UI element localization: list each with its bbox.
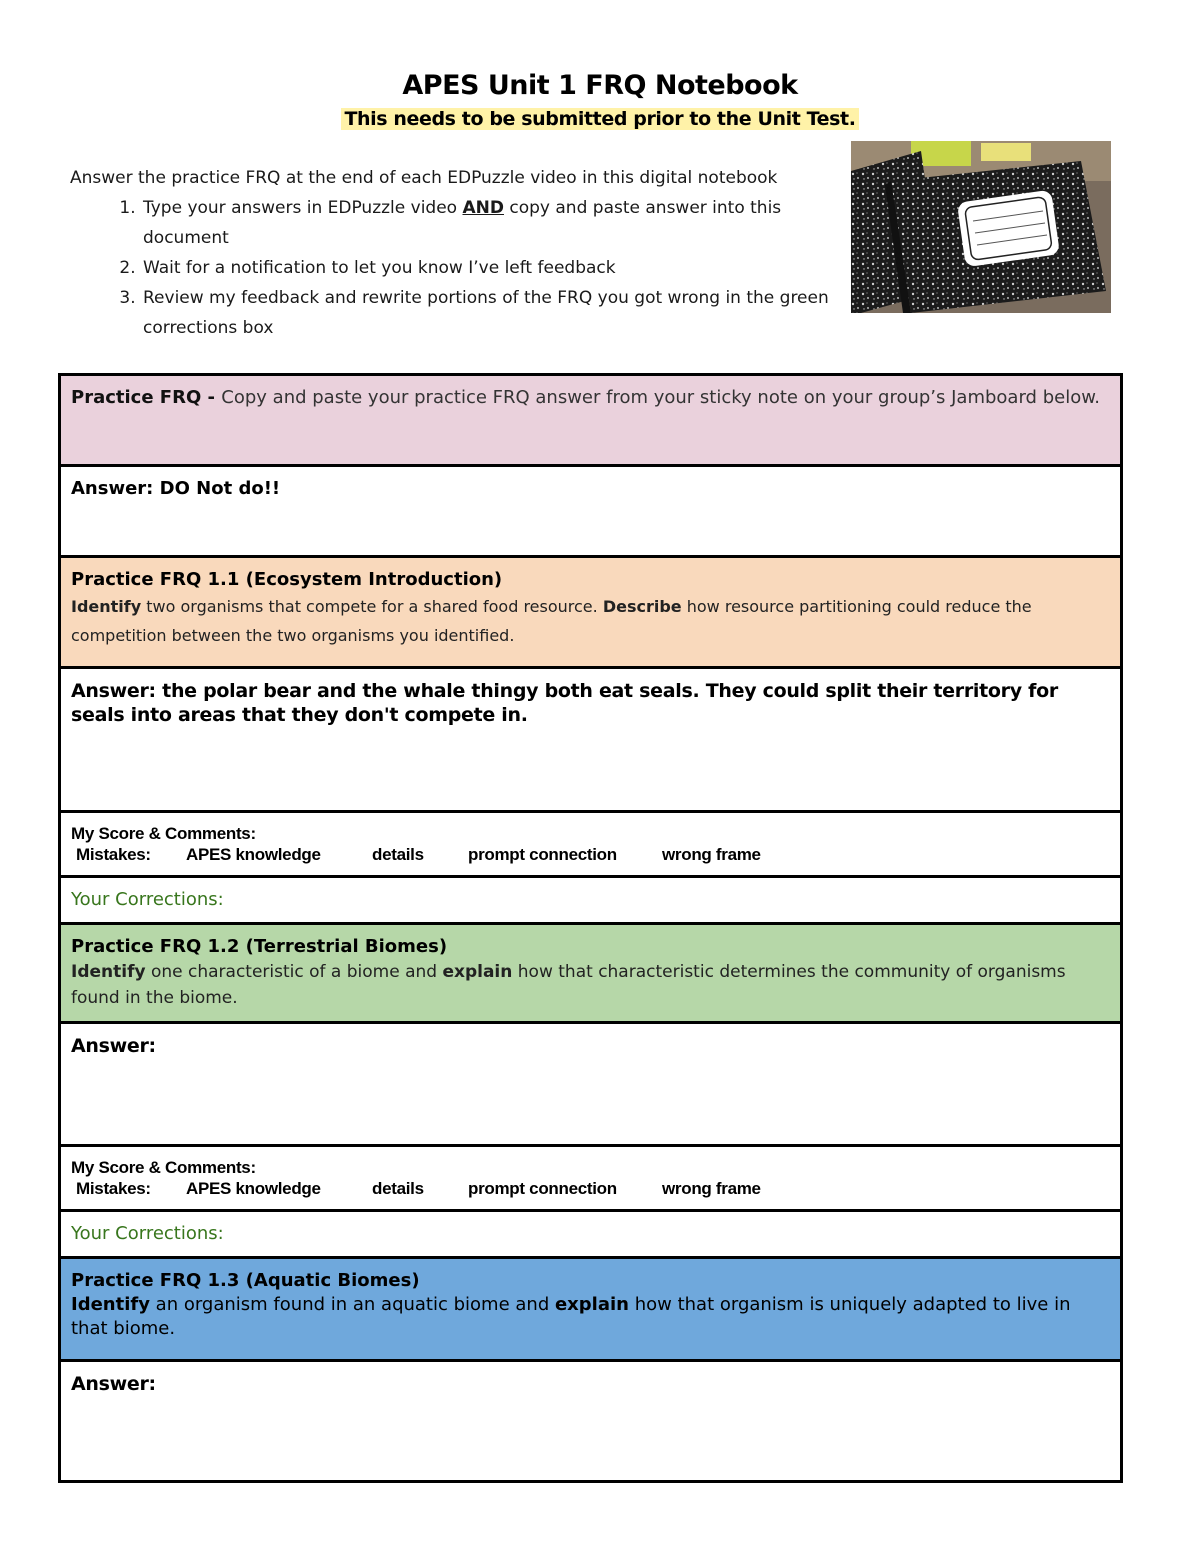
frq-1-1-prompt-cell — [60, 557, 1122, 668]
frq-1-3-answer-cell[interactable] — [60, 1361, 1122, 1482]
mistakes-row — [71, 1178, 1110, 1199]
practice-answer-cell[interactable] — [60, 466, 1122, 557]
notebook-image — [851, 141, 1111, 313]
frq-1-1-identify: Identify — [71, 597, 142, 616]
frq-1-2-identify: Identify — [71, 962, 146, 982]
frq-1-2-part2: how that characteristic determines the community of organisms found in the biome. — [71, 962, 1066, 1008]
mistake-prompt-connection[interactable]: prompt connection — [468, 845, 617, 864]
frq-1-1-corrections-cell[interactable] — [60, 877, 1122, 924]
frq-1-3-answer: Answer: — [71, 1373, 156, 1395]
mistake-apes-knowledge[interactable]: APES knowledge — [186, 1179, 321, 1198]
frq-1-2-part1: one characteristic of a biome and — [145, 962, 443, 982]
frq-1-2-prompt-cell — [60, 924, 1122, 1023]
corrections-label: Your Corrections: — [71, 1223, 224, 1244]
page-subtitle: This needs to be submitted prior to the Unit Test. — [341, 108, 858, 130]
mistake-wrong-frame[interactable]: wrong frame — [662, 845, 761, 864]
frq-1-2-prompt — [71, 959, 1110, 1011]
page-title: APES Unit 1 FRQ Notebook — [402, 70, 798, 101]
mistake-wrong-frame[interactable]: wrong frame — [662, 1179, 761, 1198]
frq-1-1-answer: Answer: the polar bear and the whale thingy both eat seals. They could split their territory for seals into areas that they don't compete in. — [71, 680, 1058, 726]
frq-1-1-score-cell — [60, 812, 1122, 877]
frq-1-2-corrections-cell[interactable] — [60, 1211, 1122, 1258]
frq-table — [58, 373, 1123, 1483]
frq-1-1-describe: Describe — [602, 597, 682, 616]
frq-1-2-title: Practice FRQ 1.2 (Terrestrial Biomes) — [71, 936, 448, 957]
frq-1-2-score-cell — [60, 1146, 1122, 1211]
mistake-details[interactable]: details — [372, 845, 424, 864]
frq-1-1-part2: how resource partitioning could reduce the competition between the two organisms you identified. — [71, 597, 1032, 645]
frq-1-1-part1: two organisms that compete for a shared food resource. — [141, 597, 603, 616]
step1-and: AND — [462, 198, 504, 218]
step1-text-b: copy and paste answer into this document — [143, 198, 782, 248]
frq-1-3-part1: an organism found in an aquatic biome and — [149, 1294, 555, 1315]
step1-text-a: Type your answers in EDPuzzle video — [143, 198, 463, 218]
instruction-step-1 — [141, 193, 850, 253]
mistake-prompt-connection[interactable]: prompt connection — [468, 1179, 617, 1198]
mistake-details[interactable]: details — [372, 1179, 424, 1198]
frq-1-2-answer: Answer: — [71, 1035, 156, 1057]
corrections-label: Your Corrections: — [71, 889, 224, 910]
instructions — [70, 163, 850, 343]
instruction-step-2: 2. Wait for a notification to let you know I’ve left feedback — [141, 253, 850, 283]
practice-label: Practice FRQ - — [71, 387, 222, 408]
practice-answer: Answer: DO Not do!! — [71, 478, 281, 499]
notebook-photo — [851, 141, 1111, 313]
practice-prompt-cell — [60, 375, 1122, 466]
frq-1-1-answer-cell[interactable] — [60, 668, 1122, 812]
mistake-apes-knowledge[interactable]: APES knowledge — [186, 845, 321, 864]
frq-1-3-part2: how that organism is uniquely adapted to live in that biome. — [71, 1294, 1071, 1339]
frq-1-2-answer-cell[interactable] — [60, 1023, 1122, 1146]
instruction-step-3: 3. Review my feedback and rewrite portions of the FRQ you got wrong in the green corrections box — [141, 283, 850, 343]
mistakes-row — [71, 844, 1110, 865]
frq-1-3-prompt-cell — [60, 1258, 1122, 1361]
mistakes-label: Mistakes: — [76, 845, 151, 864]
instructions-list — [70, 193, 850, 343]
mistakes-label: Mistakes: — [76, 1179, 151, 1198]
frq-1-2-explain: explain — [442, 962, 513, 982]
frq-1-3-prompt — [71, 1293, 1110, 1341]
frq-1-3-title: Practice FRQ 1.3 (Aquatic Biomes) — [71, 1270, 420, 1291]
score-title: My Score & Comments: — [71, 1158, 256, 1177]
practice-text: Copy and paste your practice FRQ answer from your sticky note on your group’s Jamboard below. — [221, 387, 1101, 408]
frq-1-1-title: Practice FRQ 1.1 (Ecosystem Introduction) — [71, 569, 503, 590]
score-title: My Score & Comments: — [71, 824, 256, 843]
frq-1-3-explain: explain — [554, 1294, 629, 1315]
frq-1-1-prompt — [71, 592, 1110, 650]
frq-1-3-identify: Identify — [71, 1294, 150, 1315]
instructions-lead: Answer the practice FRQ at the end of each EDPuzzle video in this digital notebook — [70, 168, 778, 188]
